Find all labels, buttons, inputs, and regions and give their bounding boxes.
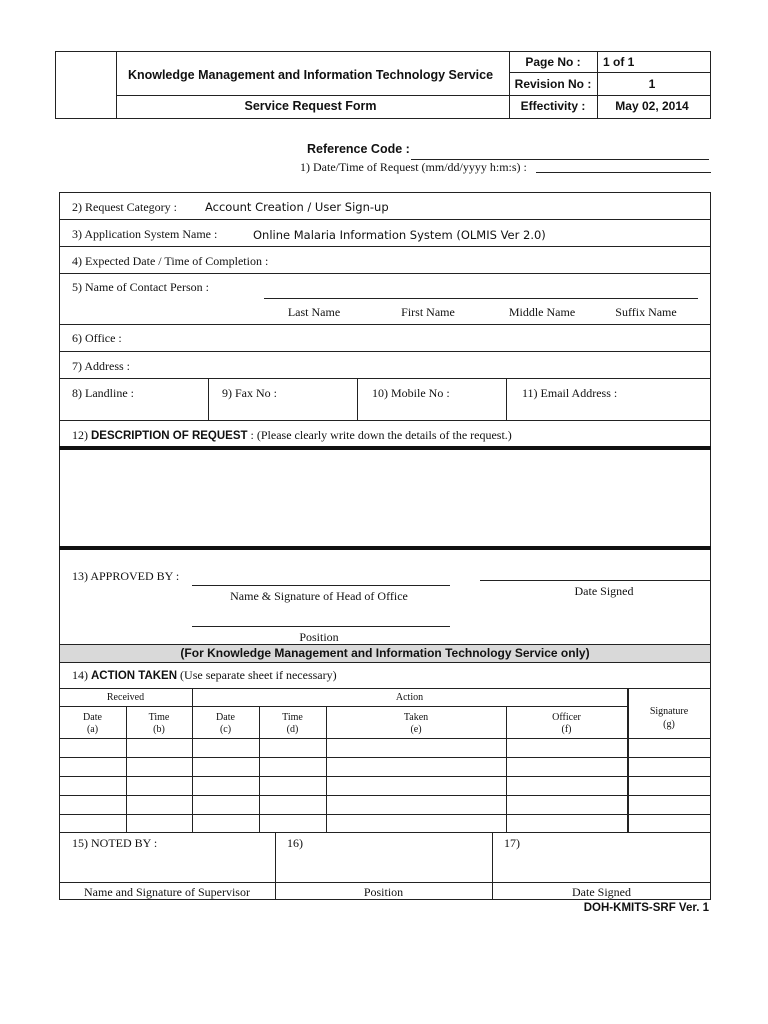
revision-label: Revision No :	[514, 77, 592, 91]
form-title: Service Request Form	[244, 99, 377, 113]
head-signature-caption: Name & Signature of Head of Office	[230, 589, 408, 603]
action-taken-header: 14) ACTION TAKEN (Use separate sheet if necessary)	[72, 668, 337, 682]
fax-label: 9) Fax No :	[222, 386, 277, 400]
contact-person-label: 5) Name of Contact Person :	[72, 280, 209, 294]
description-textarea[interactable]	[60, 451, 710, 545]
position-caption: Position	[299, 630, 339, 644]
footer-position-caption: Position	[363, 885, 404, 899]
table-row[interactable]	[60, 815, 710, 832]
logo-placeholder	[56, 52, 115, 118]
table-row[interactable]	[60, 796, 710, 814]
supervisor-caption: Name and Signature of Supervisor	[84, 885, 250, 899]
first-name-caption: First Name	[401, 305, 455, 319]
description-header: 12) DESCRIPTION OF REQUEST : (Please clearly write down the details of the request.)	[72, 428, 512, 442]
col-taken: Taken (e)	[403, 712, 429, 735]
date-signed-line[interactable]	[480, 580, 710, 581]
page-no-value: 1 of 1	[603, 55, 635, 69]
approved-by-label: 13) APPROVED BY :	[72, 569, 180, 583]
request-category-value[interactable]: Account Creation / User Sign-up	[205, 200, 389, 214]
form-code: DOH-KMITS-SRF Ver. 1	[583, 902, 709, 914]
col-date-received: Date (a)	[83, 712, 102, 735]
position-line[interactable]	[192, 626, 450, 627]
effectivity-label: Effectivity :	[520, 99, 586, 113]
action-group-header: Action	[395, 692, 424, 703]
suffix-name-caption: Suffix Name	[615, 305, 677, 319]
head-signature-line[interactable]	[192, 585, 450, 586]
effectivity-value: May 02, 2014	[615, 99, 689, 113]
signature-header: Signature (g)	[649, 706, 689, 730]
col16-label: 16)	[287, 836, 303, 850]
date-signed-caption: Date Signed	[574, 584, 634, 598]
expected-date-label: 4) Expected Date / Time of Completion :	[72, 254, 269, 268]
request-category-label: 2) Request Category :	[72, 200, 177, 214]
landline-label: 8) Landline :	[72, 386, 134, 400]
address-label: 7) Address :	[72, 359, 130, 373]
footer-date-signed-caption: Date Signed	[572, 885, 631, 899]
reference-code-label: Reference Code :	[307, 142, 410, 156]
request-datetime-line[interactable]	[536, 172, 711, 173]
page-no-label: Page No :	[525, 55, 581, 69]
table-row[interactable]	[60, 758, 710, 776]
table-row[interactable]	[60, 777, 710, 795]
request-datetime-label: 1) Date/Time of Request (mm/dd/yyyy h:m:s) :	[300, 160, 527, 174]
app-system-label: 3) Application System Name :	[72, 227, 218, 241]
kmits-only-banner: (For Knowledge Management and Information Technology Service only)	[60, 645, 710, 662]
last-name-caption: Last Name	[287, 305, 341, 319]
org-name: Knowledge Management and Information Technology Service	[127, 68, 494, 82]
col-officer: Officer (f)	[552, 712, 581, 735]
col-time-action: Time (d)	[282, 712, 303, 735]
received-group-header: Received	[106, 692, 145, 703]
col17-label: 17)	[504, 836, 520, 850]
col-time-received: Time (b)	[148, 712, 170, 735]
middle-name-caption: Middle Name	[508, 305, 576, 319]
noted-by-label: 15) NOTED BY :	[72, 836, 158, 850]
contact-person-line[interactable]	[264, 298, 698, 299]
col-date-action: Date (c)	[216, 712, 235, 735]
office-label: 6) Office :	[72, 331, 122, 345]
app-system-value[interactable]: Online Malaria Information System (OLMIS Ver 2.0)	[253, 228, 546, 242]
table-row[interactable]	[60, 739, 710, 757]
revision-value: 1	[648, 77, 656, 91]
mobile-label: 10) Mobile No :	[372, 386, 450, 400]
email-label: 11) Email Address :	[522, 386, 618, 400]
